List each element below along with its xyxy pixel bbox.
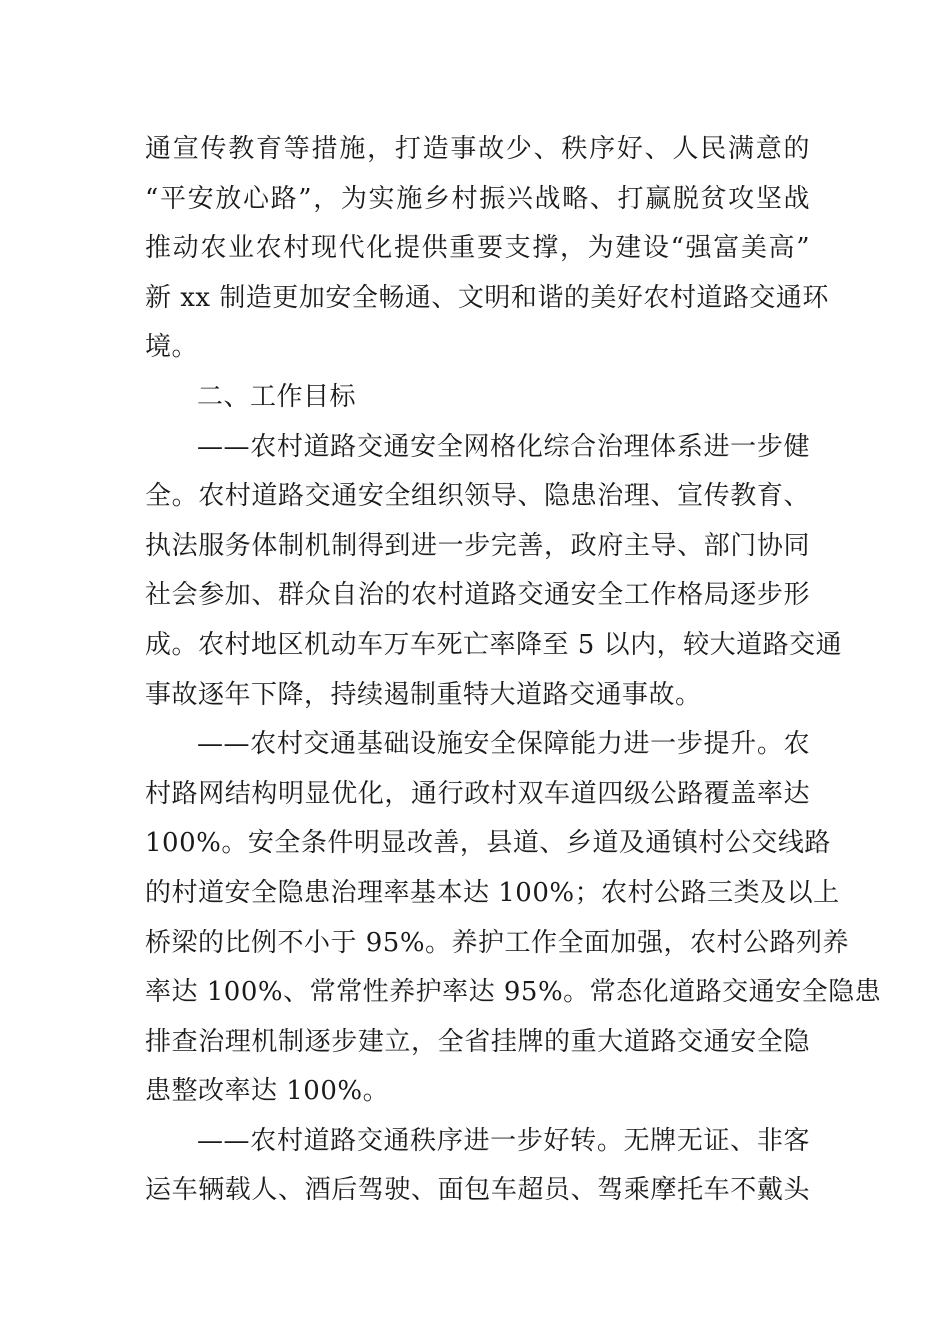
text-line: ——农村交通基础设施安全保障能力进一步提升。农 (197, 729, 810, 760)
text-line: 通宣传教育等措施，打造事故少、秩序好、人民满意的 (145, 134, 810, 164)
text-line: 患整改率达 100%。 (145, 1076, 390, 1107)
text-line: 推动农业农村现代化提供重要支撑，为建设“强富美高” (145, 233, 810, 264)
text-line: 运车辆载人、酒后驾驶、面包车超员、驾乘摩托车不戴头 (145, 1175, 810, 1206)
text-line: ——农村道路交通安全网格化综合治理体系进一步健 (197, 431, 810, 462)
text-line: 村路网结构明显优化，通行政村双车道四级公路覆盖率达 (145, 778, 810, 809)
text-line: 新 xx 制造更加安全畅通、文明和谐的美好农村道路交通环 (145, 282, 829, 313)
text-line: ——农村道路交通秩序进一步好转。无牌无证、非客 (197, 1125, 810, 1156)
text-line: 的村道安全隐患治理率基本达 100%；农村公路三类及以上 (145, 877, 840, 908)
text-line: 事故逐年下降，持续遏制重特大道路交通事故。 (145, 679, 702, 710)
document-body (145, 125, 882, 1216)
text-line: 执法服务体制机制得到进一步完善，政府主导、部门协同 (145, 530, 810, 561)
text-line: 100%。安全条件明显改善，县道、乡道及通镇村公交线路 (145, 828, 831, 859)
text-line: 社会参加、群众自治的农村道路交通安全工作格局逐步形 (145, 580, 810, 611)
text-line: 排查治理机制逐步建立，全省挂牌的重大道路交通安全隐 (145, 1026, 810, 1057)
text-line: 桥梁的比例不小于 95%。养护工作全面加强，农村公路列养 (145, 927, 850, 958)
text-line: “平安放心路”，为实施乡村振兴战略、打赢脱贫攻坚战 (145, 183, 810, 214)
text-line: 率达 100%、常常性养护率达 95%。常态化道路交通安全隐患 (145, 977, 882, 1008)
text-line: 境。 (145, 332, 199, 363)
section-heading: 二、工作目标 (197, 381, 357, 412)
text-line: 全。农村道路交通安全组织领导、隐患治理、宣传教育、 (145, 481, 810, 512)
text-line: 成。农村地区机动车万车死亡率降至 5 以内，较大道路交通 (145, 629, 843, 660)
